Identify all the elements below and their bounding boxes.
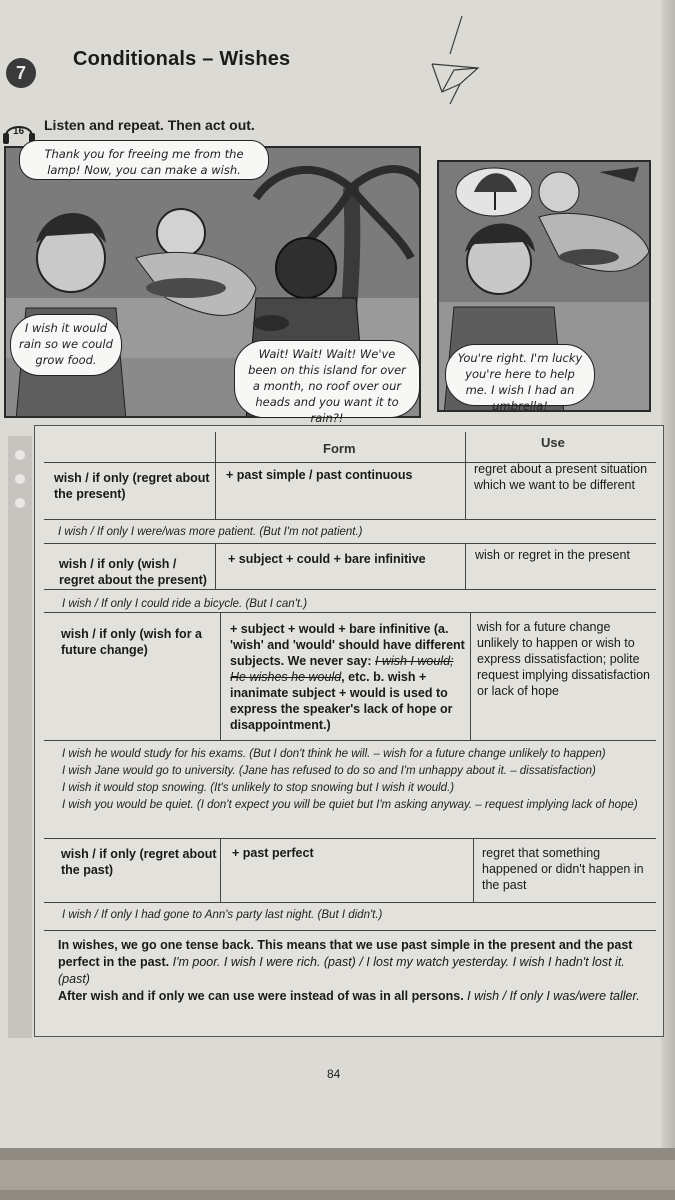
table-divider [44, 838, 656, 839]
row3-example: I wish Jane would go to university. (Jane has refused to do so and I'm unhappy about it. – dissatisfaction) [62, 765, 596, 777]
column-header-form: Form [323, 441, 356, 456]
row3-form-part-b: b. wish + inanimate subject + would is used to express the speaker's lack of hope or disappointment.) [230, 670, 453, 732]
note-tense-back-example: I'm poor. I wish I were rich. (past) / I lost my watch yesterday. I wish I hadn't lost it. (past) [58, 955, 625, 986]
fabric-stripe [0, 1160, 675, 1190]
table-divider [44, 543, 656, 544]
unit-number-badge: 7 [6, 58, 36, 88]
table-divider [44, 902, 656, 903]
row4-use: regret that something happened or didn't happen in the past [482, 846, 644, 892]
table-divider [44, 519, 656, 520]
row3-example: I wish he would study for his exams. (But I don't think he will. – wish for a future change unlikely to happen) [62, 748, 606, 760]
row1-use: regret about a present situation which we want to be different [474, 462, 648, 492]
row3-example: I wish you would be quiet. (I don't expect you will be quiet but I'm asking anyway. – request implying lack of hope) [62, 799, 638, 811]
note-were-was: After wish and if only we can use were instead of was in all persons. [58, 989, 464, 1003]
row3-form-part-a: + subject + would + bare infinitive (a. 'wish' and 'would' should have different subjects. We never say: [230, 622, 465, 668]
column-divider [220, 612, 221, 740]
row3-use: wish for a future change unlikely to happen or wish to express dissatisfaction; polite request implying dissatisfaction or lack of hope [477, 620, 650, 698]
table-divider [44, 589, 656, 590]
row2-use: wish or regret in the present [475, 548, 630, 562]
table-divider [44, 930, 656, 931]
row3-form-etc: , etc. [341, 670, 370, 684]
column-divider [470, 612, 471, 740]
row4-structure: wish / if only (regret about the past) [61, 847, 217, 877]
row1-form: + past simple / past continuous [226, 468, 413, 482]
speech-bubble-man-umbrella: You're right. I'm lucky you're here to help me. I wish I had an umbrella! [445, 344, 595, 406]
stripe-dot [15, 474, 25, 484]
grammar-side-stripe [8, 436, 32, 1038]
row2-structure: wish / if only (wish / regret about the present) [59, 557, 207, 587]
row1-example: I wish / If only I were/was more patient. (But I'm not patient.) [58, 526, 363, 538]
column-divider [215, 432, 216, 519]
note-were-was-example: I wish / If only I was/were taller. [467, 989, 640, 1003]
speech-bubble-genie: Thank you for freeing me from the lamp! Now, you can make a wish. [19, 140, 269, 180]
column-divider [465, 432, 466, 519]
speech-bubble-man-wish: I wish it would rain so we could grow food. [10, 314, 122, 376]
column-divider [215, 543, 216, 589]
table-divider [44, 740, 656, 741]
column-divider [465, 543, 466, 589]
column-divider [220, 838, 221, 902]
background-surface [0, 1148, 675, 1200]
grammar-notes [58, 937, 658, 1005]
column-divider [473, 838, 474, 902]
stripe-dot [15, 450, 25, 460]
row3-structure: wish / if only (wish for a future change) [61, 627, 202, 657]
row2-form: + subject + could + bare infinitive [228, 552, 426, 566]
note-tense-back: In wishes, we go one tense back. This means that we use past simple in the present and the past perfect in the past. [58, 938, 633, 969]
stripe-dot [15, 498, 25, 508]
row3-examples [62, 746, 654, 814]
row1-structure: wish / if only (regret about the present) [54, 471, 210, 501]
track-number: 16 [13, 126, 25, 137]
row2-example: I wish / If only I could ride a bicycle. (But I can't.) [62, 598, 308, 610]
row4-form: + past perfect [232, 846, 314, 860]
speech-bubble-woman: Wait! Wait! Wait! We've been on this island for over a month, no roof over our heads and you want it to rain?! [234, 340, 420, 418]
page-number: 84 [327, 1067, 341, 1081]
row4-example: I wish / If only I had gone to Ann's party last night. (But I didn't.) [62, 909, 383, 921]
exercise-instruction: Listen and repeat. Then act out. [44, 117, 255, 133]
row3-example: I wish it would stop snowing. (It's unlikely to stop snowing but I wish it would.) [62, 782, 455, 794]
column-header-use: Use [541, 435, 565, 450]
row3-form-struck-example: I wish I would; He wishes he would [230, 654, 454, 684]
row3-form [230, 621, 468, 733]
unit-title: Conditionals – Wishes [73, 48, 291, 70]
pencil-doodle-icon [420, 14, 490, 106]
